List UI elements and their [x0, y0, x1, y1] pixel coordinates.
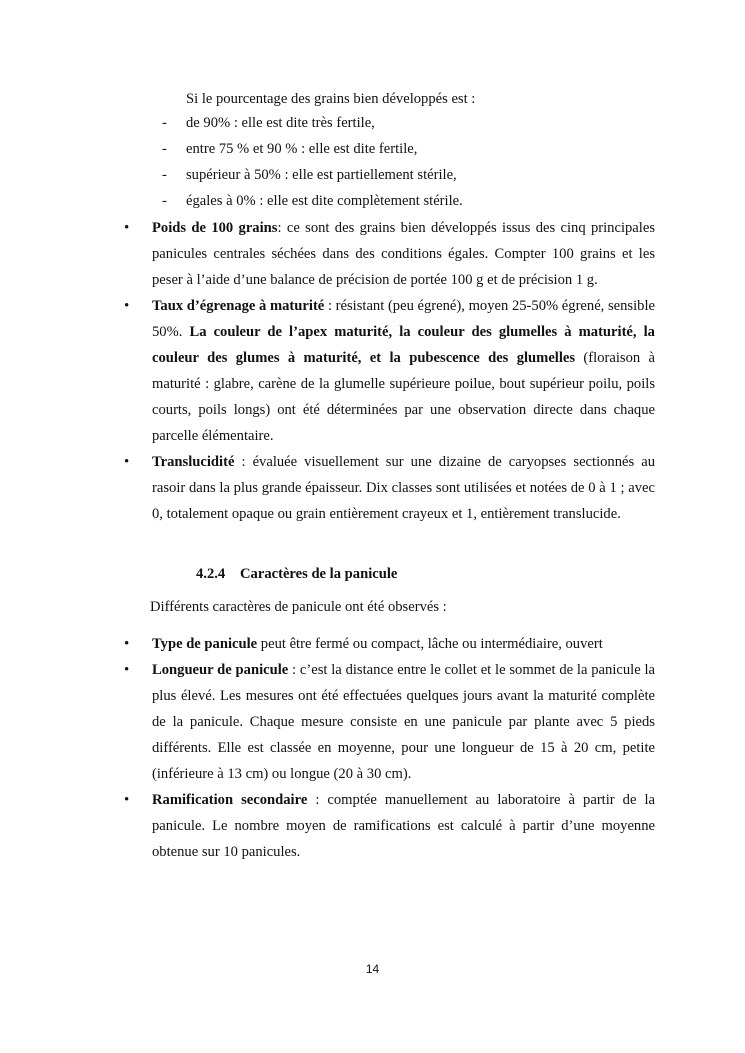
bullet-icon: • [124, 454, 130, 470]
bullet-icon: • [124, 662, 130, 678]
list-item: - de 90% : elle est dite très fertile, [162, 115, 375, 131]
section-number: 4.2.4 [196, 566, 226, 582]
panicle-traits-list [0, 631, 745, 865]
list-item: • Translucidité : évaluée visuellement sur une dizaine de caryopses sectionnés au rasoir dans la plus grande épaisseur. Dix classes sont utilisées et notées de 0 à 1 ; avec 0, totalement opaque ou grain entièrement crayeux et 1, entièrement translucide. [0, 449, 745, 527]
section-intro: Différents caractères de panicule ont été observés : [150, 599, 447, 615]
dash-mark: - [162, 167, 167, 183]
list-item: • Taux d’égrenage à maturité : résistant (peu égrené), moyen 25-50% égrené, sensible 50%. La couleur de l’apex maturité, la couleur des glumelles à maturité, la couleur des glumes à maturité, et la pubescence des glumelles (floraison à maturité : glabre, carène de la glumelle supérieure poilue, bout supérieur poilu, poils courts, poils longs) ont été déterminées par une observation directe dans chaque parcelle élémentaire. [0, 293, 745, 449]
list-item: - supérieur à 50% : elle est partiellement stérile, [162, 167, 457, 183]
fertility-list [0, 113, 463, 217]
list-item: • Ramification secondaire : comptée manuellement au laboratoire à partir de la panicule. Le nombre moyen de ramifications est calculé à partir d’une moyenne obtenue sur 10 panicules. [0, 787, 745, 865]
list-item: • Longueur de panicule : c’est la distance entre le collet et le sommet de la panicule la plus élevé. Les mesures ont été effectuées quelques jours avant la maturité complète de la panicule. Chaque mesure consiste en une panicule par plante avec 5 pieds différents. Elle est classée en moyenne, pour une longueur de 15 à 20 cm, petite (inférieure à 13 cm) ou longue (20 à 30 cm). [0, 657, 745, 787]
bullet-icon: • [124, 220, 130, 236]
grain-traits-list [0, 215, 745, 527]
dash-mark: - [162, 141, 167, 157]
bullet-icon: • [124, 636, 130, 652]
dash-mark: - [162, 115, 167, 131]
page-number: 14 [365, 962, 380, 976]
dash-mark: - [162, 193, 167, 209]
list-item: - égales à 0% : elle est dite complètement stérile. [162, 193, 463, 209]
list-item: • Poids de 100 grains: ce sont des grains bien développés issus des cinq principales panicules centrales séchées dans des conditions égales. Compter 100 grains et les peser à l’aide d’une balance de précision de portée 100 g et de précision 1 g. [0, 215, 745, 293]
bullet-icon: • [124, 298, 130, 314]
section-heading [196, 564, 397, 584]
section-title: Caractères de la panicule [240, 566, 398, 582]
bullet-icon: • [124, 792, 130, 808]
list-item: - entre 75 % et 90 % : elle est dite fertile, [162, 141, 418, 157]
fertility-intro: Si le pourcentage des grains bien développés est : [186, 91, 476, 107]
list-item: • Type de panicule peut être fermé ou compact, lâche ou intermédiaire, ouvert [0, 631, 745, 657]
